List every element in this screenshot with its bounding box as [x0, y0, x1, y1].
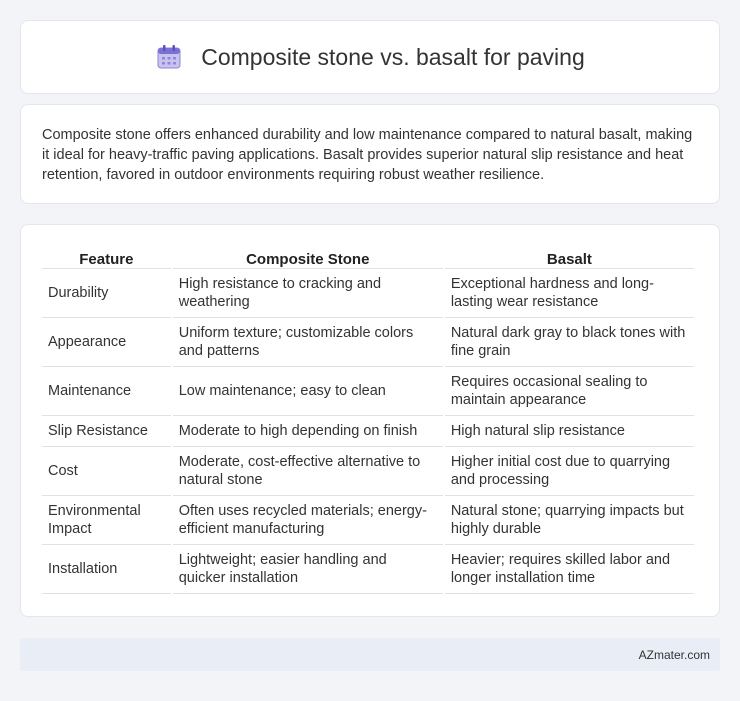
feature-cell: Maintenance: [42, 367, 171, 416]
feature-cell: Environmental Impact: [42, 496, 171, 545]
basalt-cell: Higher initial cost due to quarrying and processing: [445, 447, 694, 496]
composite-cell: Moderate, cost-effective alternative to natural stone: [173, 447, 443, 496]
composite-cell: High resistance to cracking and weathering: [173, 269, 443, 318]
title-card: [20, 20, 720, 94]
title-wrap: [155, 43, 585, 71]
basalt-cell: Natural stone; quarrying impacts but highly durable: [445, 496, 694, 545]
feature-cell: Durability: [42, 269, 171, 318]
basalt-cell: Requires occasional sealing to maintain appearance: [445, 367, 694, 416]
composite-cell: Lightweight; easier handling and quicker installation: [173, 545, 443, 594]
basalt-cell: Heavier; requires skilled labor and longer installation time: [445, 545, 694, 594]
header-composite-stone: Composite Stone: [173, 245, 443, 269]
basalt-cell: Exceptional hardness and long-lasting wear resistance: [445, 269, 694, 318]
feature-cell: Appearance: [42, 318, 171, 367]
composite-cell: Low maintenance; easy to clean: [173, 367, 443, 416]
table-header-row: [42, 245, 694, 269]
footer-brand: AZmater.com: [638, 647, 710, 662]
feature-cell: Installation: [42, 545, 171, 594]
table-row: [42, 318, 694, 367]
intro-card: [20, 104, 720, 204]
feature-cell: Slip Resistance: [42, 416, 171, 447]
table-row: [42, 447, 694, 496]
composite-cell: Often uses recycled materials; energy-efficient manufacturing: [173, 496, 443, 545]
footer-bar: [20, 638, 720, 671]
comparison-table-card: [20, 224, 720, 617]
composite-cell: Uniform texture; customizable colors and patterns: [173, 318, 443, 367]
table-row: [42, 545, 694, 594]
basalt-cell: High natural slip resistance: [445, 416, 694, 447]
basalt-cell: Natural dark gray to black tones with fine grain: [445, 318, 694, 367]
intro-text: Composite stone offers enhanced durability and low maintenance compared to natural basalt, making it ideal for heavy-traffic paving applications. Basalt provides superior natural slip resistance and heat retention, favored in outdoor environments requiring robust weather resilience.: [42, 127, 693, 183]
table-row: [42, 367, 694, 416]
header-feature: Feature: [42, 245, 171, 269]
feature-cell: Cost: [42, 447, 171, 496]
header-basalt: Basalt: [445, 245, 694, 269]
table-row: [42, 269, 694, 318]
comparison-table: [40, 245, 696, 594]
page-title: Composite stone vs. basalt for paving: [201, 43, 585, 70]
table-row: [42, 416, 694, 447]
calendar-icon: [155, 43, 183, 71]
table-row: [42, 496, 694, 545]
composite-cell: Moderate to high depending on finish: [173, 416, 443, 447]
